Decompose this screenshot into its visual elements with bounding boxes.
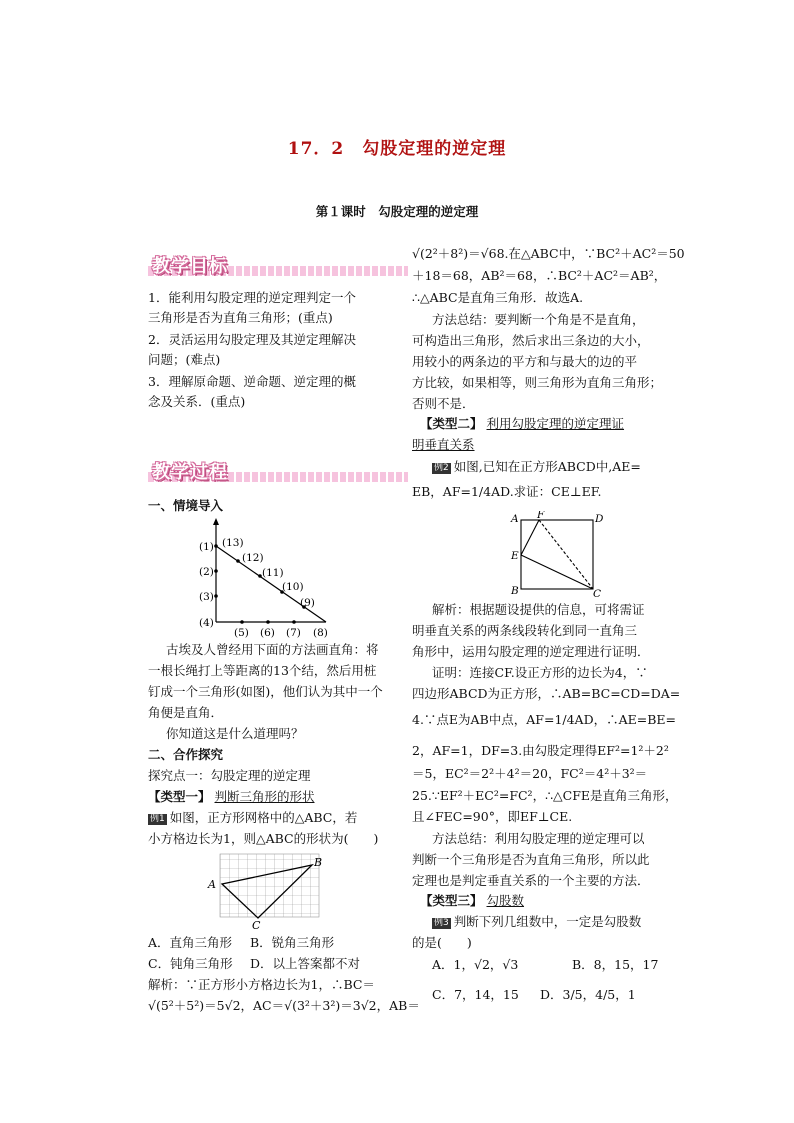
analysis-2-line-3: 角形中，运用勾股定理的逆定理进行证明． (412, 644, 650, 659)
type-3-title: 勾股数 (486, 893, 525, 908)
square-abcd (521, 520, 593, 589)
grid-triangle-figure (202, 850, 328, 930)
analysis-1-line-1: 解析：∵正方形小方格边长为1，∴BC＝ (148, 977, 375, 992)
proof-line-3: 4.∵点E为AB中点，AF=1/4AD，∴AE=BE= (412, 712, 677, 727)
knot (236, 559, 240, 563)
option-d: D．以上答案都不对 (250, 956, 361, 971)
method-summary-1-line-3: 用较小的两条边的平方和与最大的边的平 (412, 354, 638, 369)
label-9: (9) (300, 597, 315, 609)
banner-label: 教学过程 (152, 462, 228, 483)
method-summary-1-line-2: 可构造出三角形，然后求出三条边的大小， (412, 333, 650, 348)
type-2-tag: 【类型二】 (420, 416, 483, 431)
example-2-line-1 (432, 457, 641, 477)
method-summary-2-line-1: 方法总结：利用勾股定理的逆定理可以 (432, 831, 645, 846)
section-2-heading: 二、合作探究 (148, 747, 224, 762)
example-3-line-1 (432, 912, 641, 932)
example-2-text: 如图,已知在正方形ABCD中,AE= (453, 459, 641, 474)
example-3-option-b: B．8，15，17 (572, 957, 659, 972)
proof-line-4: 2，AF=1，DF=3.由勾股定理得EF²=1²＋2² (412, 743, 669, 758)
analysis-2-line-1: 解析：根据题设提供的信息，可将需证 (432, 602, 645, 617)
example-2-badge: 例2 (434, 463, 449, 473)
example-3-option-c: C．7，14，15 (432, 987, 519, 1002)
segment-fe (521, 520, 539, 555)
method-summary-1-line-4: 方比较，如果相等，则三角形为直角三角形； (412, 375, 663, 390)
page-title: 17．2 勾股定理的逆定理 (287, 139, 507, 159)
type-1-title: 判断三角形的形状 (214, 789, 315, 804)
intro-line-4: 角便是直角． (148, 705, 224, 720)
type-3-tag: 【类型三】 (420, 893, 483, 908)
vertex-d-label: D (595, 513, 604, 525)
objective-3-line-1: 3．理解原命题、逆命题、逆定理的概 (148, 374, 356, 389)
hypotenuse-side (216, 546, 326, 622)
vertex-c-label: C (593, 588, 602, 597)
knot (266, 620, 270, 624)
proof-line-2: 四边形ABCD为正方形，∴AB=BC=CD=DA= (412, 686, 681, 701)
point-e-label: E (511, 550, 519, 562)
knot (214, 569, 218, 573)
analysis-1-line-2: √(5²＋5²)＝5√2，AC＝√(3²＋3²)＝3√2，AB＝ (148, 998, 420, 1013)
label-2: (2) (199, 566, 214, 578)
analysis-1-line-4: ＋18＝68，AB²＝68，∴BC²＋AC²＝AB²， (412, 268, 667, 283)
proof-line-5: ＝5，EC²＝2²＋4²＝20，FC²＝4²＋3²＝ (412, 766, 648, 781)
example-3-line-2: 的是( ) (412, 935, 472, 950)
label-10: (10) (282, 581, 304, 593)
lesson-subtitle: 第１课时 勾股定理的逆定理 (315, 204, 479, 219)
objective-3-line-2: 念及关系．(重点) (148, 394, 246, 409)
label-5: (5) (234, 627, 249, 639)
label-11: (11) (262, 567, 284, 579)
option-b: B．锐角三角形 (250, 935, 335, 950)
proof-line-1: 证明：连接CF.设正方形的边长为4，∵ (432, 665, 648, 680)
label-8: (8) (313, 627, 328, 639)
example-1-line-2: 小方格边长为1，则△ABC的形状为( ) (148, 831, 379, 846)
type-1-heading (148, 787, 315, 807)
banner-label: 教学目标 (152, 256, 228, 277)
method-summary-1-line-1: 方法总结：要判断一个角是不是直角， (432, 312, 645, 327)
objective-2-line-1: 2．灵活运用勾股定理及其逆定理解决 (148, 332, 356, 347)
proof-line-6: 25.∵EF²＋EC²=FC²，∴△CFE是直角三角形， (412, 788, 678, 803)
rope-triangle-figure (196, 518, 346, 642)
example-3-badge: 例3 (434, 918, 449, 928)
vertex-a-label: A (511, 513, 519, 525)
method-summary-2-line-2: 判断一个三角形是否为直角三角形，所以此 (412, 852, 650, 867)
knot (214, 594, 218, 598)
option-c: C．钝角三角形 (148, 956, 233, 971)
type-2-title-continued: 明垂直关系 (412, 437, 475, 452)
square-abcd-figure (505, 511, 613, 597)
segment-fc-dashed (539, 520, 593, 589)
point-f-label: F (537, 511, 545, 521)
objective-1-line-2: 三角形是否为直角三角形；(重点) (148, 310, 333, 325)
example-3-option-a: A．1，√2，√3 (432, 957, 519, 972)
knot (240, 620, 244, 624)
label-13: (13) (222, 537, 244, 549)
teaching-process-banner (148, 458, 408, 488)
example-3-text: 判断下列几组数中，一定是勾股数 (453, 914, 642, 929)
proof-line-7: 且∠FEC=90°，即EF⊥CE. (412, 809, 573, 824)
option-a: A．直角三角形 (148, 935, 233, 950)
type-3-heading (420, 891, 524, 911)
topic-1-heading: 探究点一：勾股定理的逆定理 (148, 768, 311, 783)
vertex-c-label: C (252, 919, 261, 930)
intro-line-2: 一根长绳打上等距离的13个结，然后用桩 (148, 663, 377, 678)
arrow-up-icon (213, 518, 219, 525)
segment-ec (521, 555, 593, 589)
intro-line-1: 古埃及人曾经用下面的方法画直角：将 (166, 642, 379, 657)
example-1-line-1 (148, 808, 357, 828)
analysis-1-line-3: √(2²＋8²)＝√68.在△ABC中，∵BC²＋AC²＝50 (412, 246, 685, 261)
vertex-a-label: A (208, 878, 216, 891)
example-2-line-2: EB，AF=1/4AD.求证：CE⊥EF. (412, 484, 602, 499)
label-3: (3) (199, 591, 214, 603)
example-1-badge: 例1 (150, 814, 165, 824)
knot (214, 544, 218, 548)
intro-question: 你知道这是什么道理吗？ (166, 726, 304, 741)
example-1-text: 如图，正方形网格中的△ABC，若 (169, 810, 358, 825)
method-summary-2-line-3: 定理也是判定垂直关系的一个主要的方法． (412, 873, 650, 888)
type-2-heading (420, 414, 624, 434)
label-6: (6) (260, 627, 275, 639)
label-4: (4) (199, 617, 214, 629)
label-7: (7) (286, 627, 301, 639)
knot (292, 620, 296, 624)
intro-line-3: 钉成一个三角形(如图)，他们认为其中一个 (148, 684, 383, 699)
teaching-objectives-banner (148, 252, 408, 282)
objective-2-line-2: 问题；(难点) (148, 352, 221, 367)
objective-1-line-1: 1．能利用勾股定理的逆定理判定一个 (148, 290, 356, 305)
analysis-2-line-2: 明垂直关系的两条线段转化到同一直角三 (412, 623, 638, 638)
type-1-tag: 【类型一】 (148, 789, 211, 804)
analysis-1-line-5: ∴△ABC是直角三角形．故选A. (412, 290, 584, 305)
vertex-b-label: B (511, 585, 519, 597)
label-12: (12) (242, 552, 264, 564)
section-1-heading: 一、情境导入 (148, 498, 224, 513)
vertex-b-label: B (314, 856, 323, 869)
method-summary-1-line-5: 否则不是． (412, 396, 475, 411)
label-1: (1) (199, 541, 214, 553)
example-3-option-d: D．3/5，4/5，1 (540, 987, 636, 1002)
type-2-title: 利用勾股定理的逆定理证 (486, 416, 625, 431)
